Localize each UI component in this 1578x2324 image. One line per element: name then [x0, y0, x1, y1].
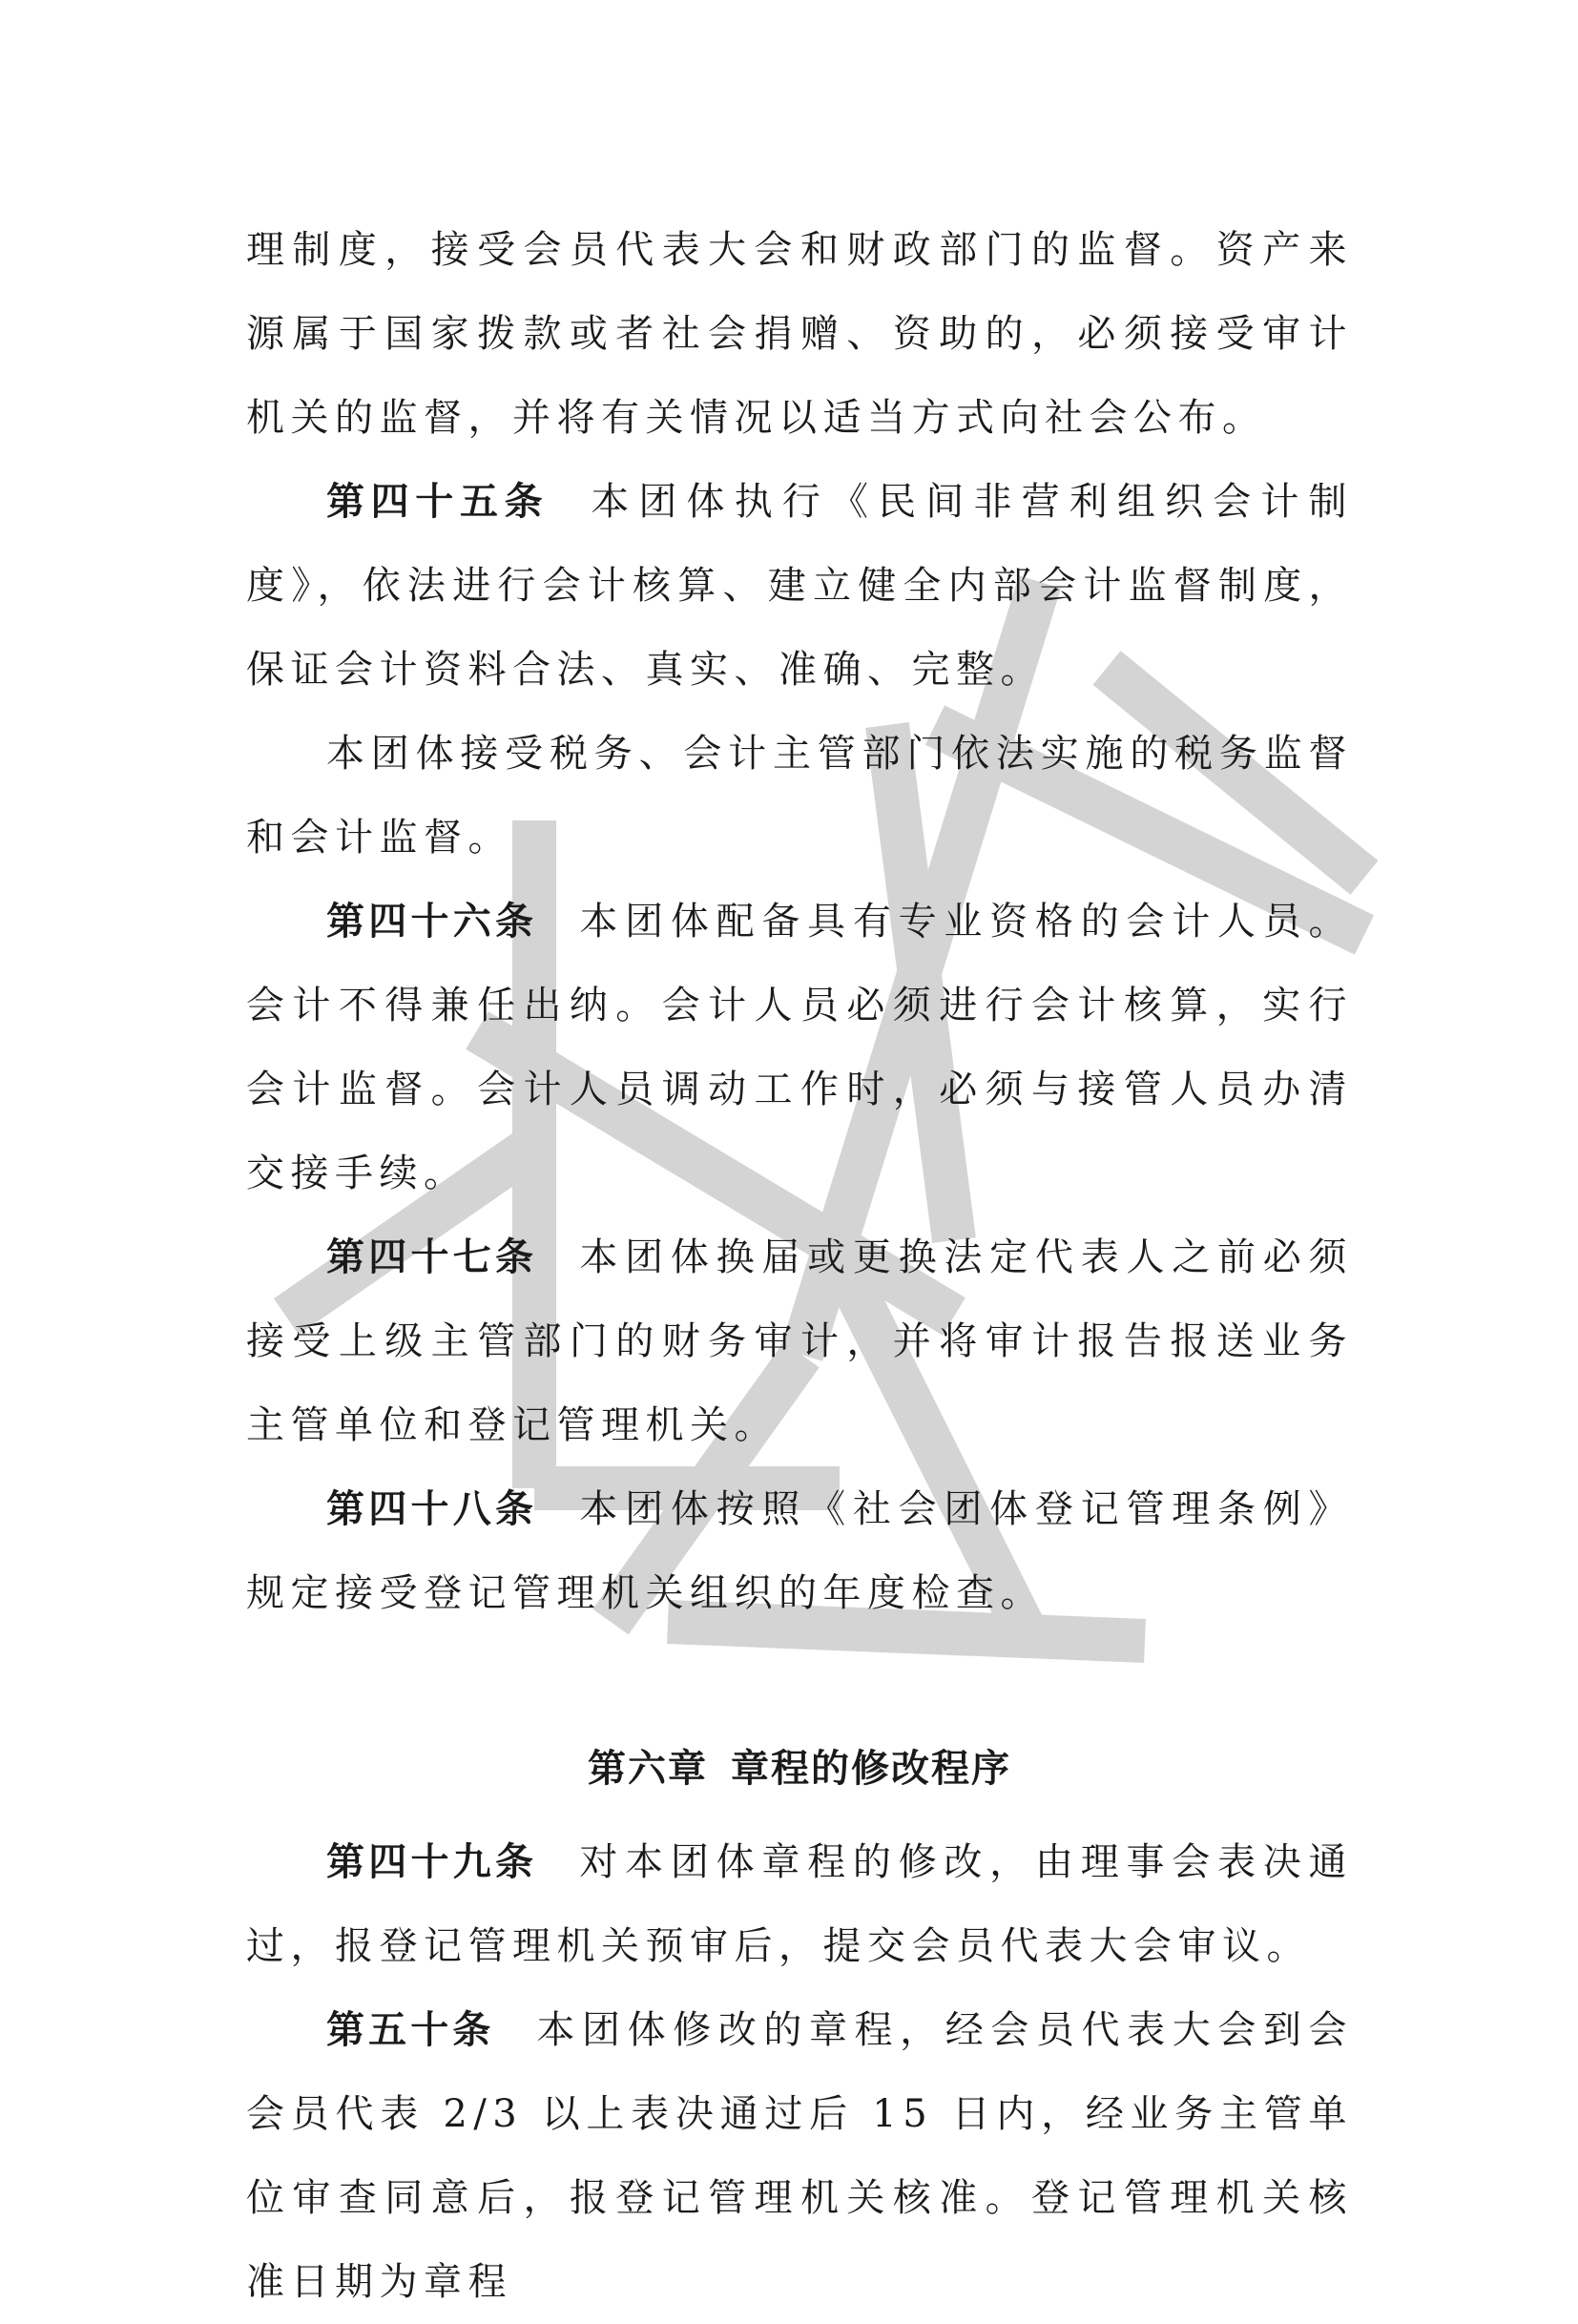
paragraph — [246, 1988, 1353, 2324]
paragraph — [246, 712, 1353, 880]
paragraph-text: 本团体修改的章程，经会员代表大会到会会员代表 2/3 以上表决通过后 15 日内，经业务主管单位审查同意后，报登记管理机关核准。登记管理机关核准日期为章程 — [246, 2008, 1354, 2304]
chapter-number: 第六章 — [588, 1747, 708, 1791]
article-number: 第四十八条 — [326, 1487, 538, 1531]
article-number: 第四十五条 — [326, 480, 550, 524]
paragraph-group-bottom — [246, 1820, 1353, 2324]
paragraph-text: 本团体换届或更换法定代表人之前必须接受上级主管部门的财务审计，并将审计报告报送业务主管单位和登记管理机关。 — [246, 1235, 1354, 1447]
chapter-heading — [246, 1727, 1353, 1811]
paragraph-text: 对本团体章程的修改，由理事会表决通过，报登记管理机关预审后，提交会员代表大会审议。 — [246, 1840, 1354, 1968]
paragraph — [246, 1467, 1353, 1635]
paragraph — [246, 1820, 1353, 1988]
article-number: 第五十条 — [326, 2008, 495, 2052]
paragraph-text: 本团体执行《民间非营利组织会计制度》，依法进行会计核算、建立健全内部会计监督制度，保证会计资料合法、真实、准确、完整。 — [246, 480, 1353, 692]
paragraph — [246, 1215, 1353, 1467]
paragraph-text: 理制度，接受会员代表大会和财政部门的监督。资产来源属于国家拨款或者社会捐赠、资助的，必须接受审计机关的监督，并将有关情况以适当方式向社会公布。 — [246, 228, 1353, 440]
article-number: 第四十六条 — [326, 900, 538, 944]
article-number: 第四十七条 — [326, 1235, 538, 1279]
paragraph — [246, 460, 1353, 712]
paragraph — [246, 880, 1353, 1215]
paragraph-text: 本团体配备具有专业资格的会计人员。会计不得兼任出纳。会计人员必须进行会计核算，实行会计监督。会计人员调动工作时，必须与接管人员办清交接手续。 — [246, 900, 1354, 1195]
paragraph-group-top — [246, 208, 1353, 1635]
document-body — [246, 208, 1353, 2324]
paragraph-text: 本团体接受税务、会计主管部门依法实施的税务监督和会计监督。 — [246, 732, 1353, 860]
paragraph — [246, 208, 1353, 460]
paragraph-text: 本团体按照《社会团体登记管理条例》规定接受登记管理机关组织的年度检查。 — [246, 1487, 1354, 1615]
article-number: 第四十九条 — [326, 1840, 538, 1884]
chapter-title: 章程的修改程序 — [731, 1747, 1011, 1791]
